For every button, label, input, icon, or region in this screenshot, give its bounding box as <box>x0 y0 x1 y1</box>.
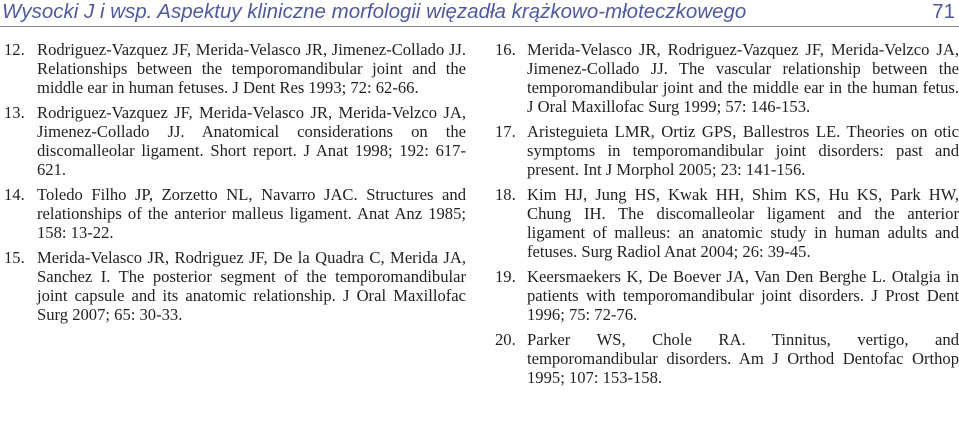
reference-item <box>495 122 959 179</box>
reference-text: Aristeguieta LMR, Ortiz GPS, Ballestros LE. Theories on otic symptoms in temporomandibular joint disorders: past and present. Int J Morphol 2005; 23: 141-156. <box>527 122 959 179</box>
reference-text: Rodriguez-Vazquez JF, Merida-Velasco JR, Merida-Velzco JA, Jimenez-Collado JJ. Anatomical considerations on the discomalleolar ligament. Short report. J Anat 1998; 192: 617-621. <box>37 103 466 179</box>
references-left-column <box>4 40 466 330</box>
reference-number: 15. <box>4 248 25 267</box>
reference-number: 13. <box>4 103 25 122</box>
reference-text: Merida-Velasco JR, Rodriguez-Vazquez JF, Merida-Velzco JA, Jimenez-Collado JJ. The vascular relationship between the temporomandibular joint and the middle ear in the human fetus. J Oral Maxillofac Surg 1999; 57: 146-153. <box>527 40 959 116</box>
reference-number: 16. <box>495 40 516 59</box>
reference-text: Rodriguez-Vazquez JF, Merida-Velasco JR, Jimenez-Collado JJ. Relationships between the temporomandibular joint and the middle ear in human fetuses. J Dent Res 1993; 72: 62-66. <box>37 40 466 97</box>
reference-number: 20. <box>495 330 516 349</box>
reference-text: Merida-Velasco JR, Rodriguez JF, De la Quadra C, Merida JA, Sanchez I. The posterior segment of the temporomandibular joint capsule and its anatomic relationship. J Oral Maxillofac Surg 2007; 65: 30-33. <box>37 248 466 324</box>
header-title: Wysocki J i wsp. Aspektuy kliniczne morfologii więzadła krążkowo-młoteczkowego <box>2 0 747 23</box>
reference-item <box>495 267 959 324</box>
reference-item <box>495 330 959 387</box>
reference-item <box>495 40 959 116</box>
reference-text: Kim HJ, Jung HS, Kwak HH, Shim KS, Hu KS, Park HW, Chung IH. The discomalleolar ligament and the anterior ligament of malleus: an anatomic study in human adults and fetuses. Surg Radiol Anat 2004; 26: 39-45. <box>527 185 959 261</box>
reference-number: 19. <box>495 267 516 286</box>
reference-item <box>4 103 466 179</box>
reference-text: Parker WS, Chole RA. Tinnitus, vertigo, and temporomandibular disorders. Am J Orthod Dentofac Orthop 1995; 107: 153-158. <box>527 330 959 387</box>
references-right-column <box>495 40 959 393</box>
reference-number: 14. <box>4 185 25 204</box>
reference-text: Keersmaekers K, De Boever JA, Van Den Berghe L. Otalgia in patients with temporomandibular joint disorders. J Prost Dent 1996; 75: 72-76. <box>527 267 959 324</box>
reference-number: 12. <box>4 40 25 59</box>
reference-item <box>4 185 466 242</box>
reference-number: 17. <box>495 122 516 141</box>
running-header <box>0 0 959 27</box>
reference-number: 18. <box>495 185 516 204</box>
page-number: 71 <box>932 0 955 23</box>
reference-item <box>495 185 959 261</box>
reference-item <box>4 248 466 324</box>
reference-item <box>4 40 466 97</box>
reference-text: Toledo Filho JP, Zorzetto NL, Navarro JAC. Structures and relationships of the anterior malleus ligament. Anat Anz 1985; 158: 13-22. <box>37 185 466 242</box>
